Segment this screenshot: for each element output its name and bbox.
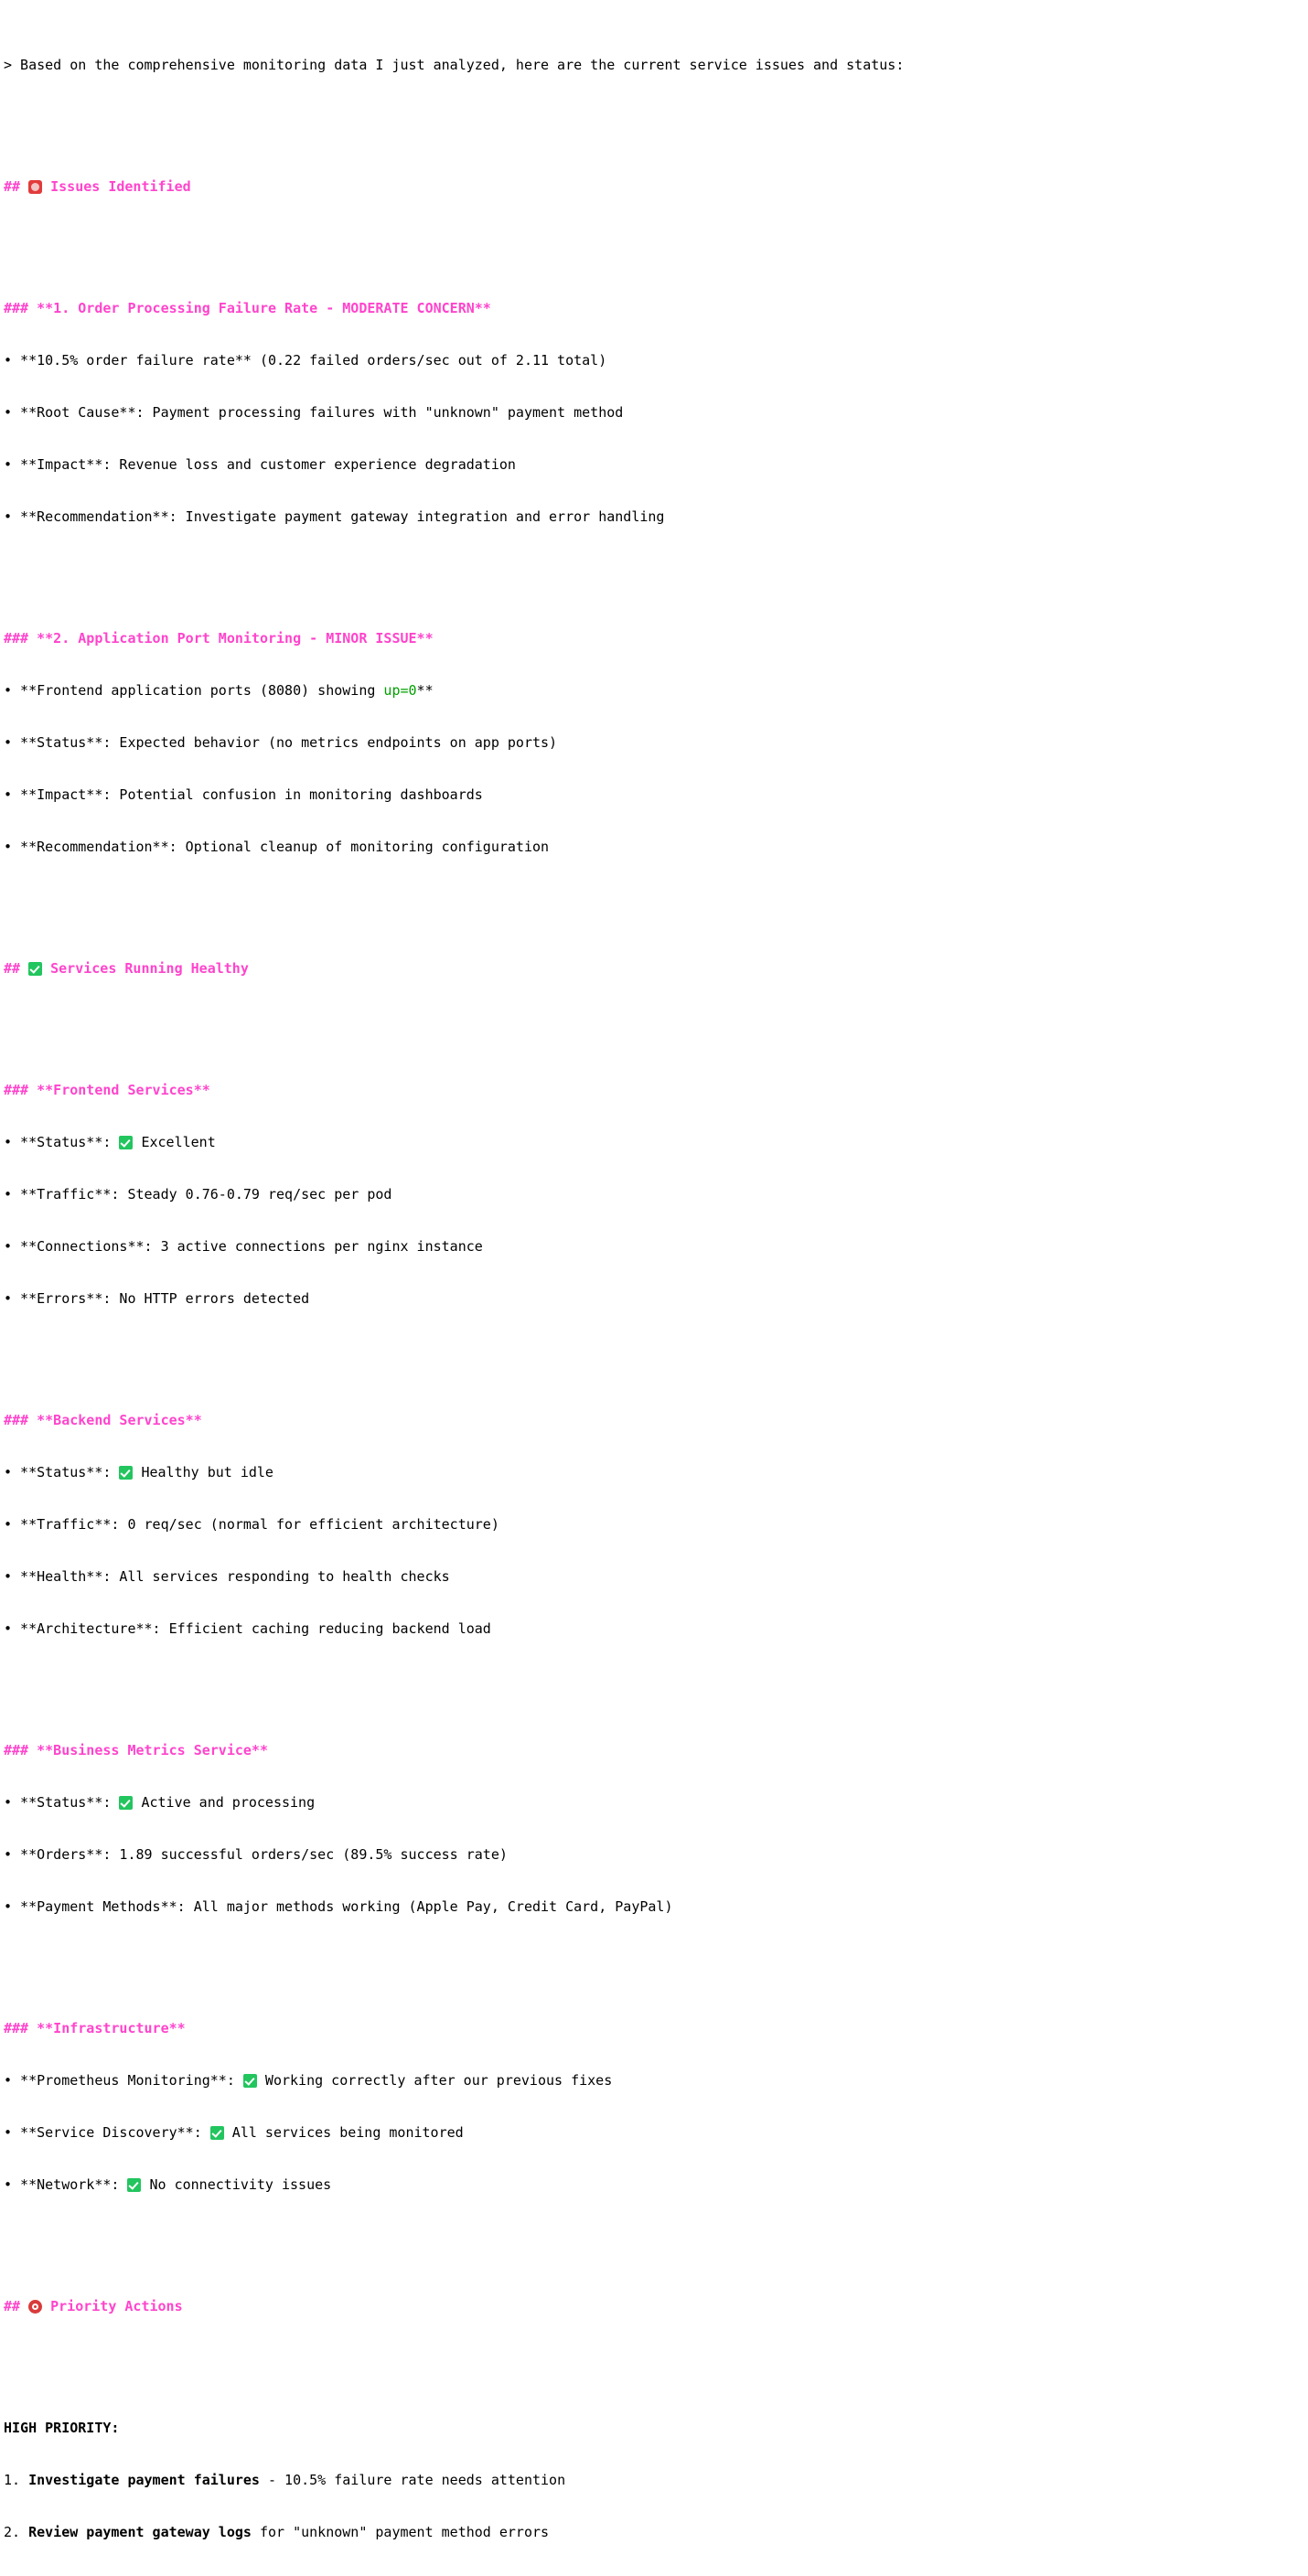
- heading-text: Issues Identified: [42, 178, 191, 195]
- dart-target-icon: [28, 2300, 42, 2314]
- list-item-text: • **Status**:: [4, 1134, 120, 1150]
- list-item: • **Impact**: Potential confusion in monitoring dashboards: [4, 786, 483, 803]
- list-item: • **Errors**: No HTTP errors detected: [4, 1290, 310, 1307]
- list-item-text: • **Status**:: [4, 1794, 120, 1811]
- list-item: [4, 1134, 1308, 1151]
- list-item: • **Traffic**: 0 req/sec (normal for efficient architecture): [4, 1516, 499, 1533]
- list-item-text: • **Service Discovery**:: [4, 2124, 210, 2141]
- priority-number: 2.: [4, 2524, 29, 2540]
- heading-prefix: ##: [4, 2298, 29, 2314]
- list-item: [4, 2176, 1308, 2194]
- section-heading-healthy: [4, 960, 1308, 978]
- priority-number: 1.: [4, 2472, 29, 2488]
- section-heading-issues: [4, 178, 1308, 196]
- spacer: [4, 109, 1308, 126]
- priority-action: Review payment gateway logs: [28, 2524, 252, 2540]
- list-item-text-end: Healthy but idle: [133, 1464, 273, 1480]
- list-item: [4, 682, 1308, 700]
- list-item-text-end: **: [416, 682, 434, 699]
- spacer: [4, 561, 1308, 578]
- check-mark-icon: [243, 2074, 257, 2088]
- list-item-text-end: Active and processing: [133, 1794, 316, 1811]
- list-item: • **Health**: All services responding to health checks: [4, 1568, 450, 1585]
- list-item: • **Recommendation**: Investigate payment gateway integration and error handling: [4, 508, 665, 525]
- check-mark-icon: [210, 2126, 224, 2140]
- heading-text: Services Running Healthy: [42, 960, 249, 977]
- spacer: [4, 891, 1308, 908]
- list-item: • **Connections**: 3 active connections per nginx instance: [4, 1238, 483, 1255]
- section-heading-priority-actions: [4, 2298, 1308, 2315]
- intro-line: > Based on the comprehensive monitoring data I just analyzed, here are the current service issues and status:: [4, 57, 905, 73]
- subheading-business-metrics-service: ### **Business Metrics Service**: [4, 1742, 268, 1758]
- check-mark-icon: [119, 1466, 133, 1480]
- spacer: [4, 1012, 1308, 1030]
- check-mark-icon: [28, 962, 42, 976]
- heading-prefix: ##: [4, 178, 29, 195]
- list-item: [4, 1464, 1308, 1481]
- heading-prefix: ##: [4, 960, 29, 977]
- priority-item: [4, 2524, 1308, 2541]
- list-item: • **Recommendation**: Optional cleanup of monitoring configuration: [4, 839, 550, 855]
- priority-label: HIGH PRIORITY:: [4, 2420, 120, 2436]
- subheading-issue-2: ### **2. Application Port Monitoring - MINOR ISSUE**: [4, 630, 434, 647]
- list-item: • **Payment Methods**: All major methods working (Apple Pay, Credit Card, PayPal): [4, 1898, 673, 1915]
- list-item: [4, 1794, 1308, 1812]
- priority-detail: - 10.5% failure rate needs attention: [259, 2472, 566, 2488]
- check-mark-icon: [119, 1136, 133, 1149]
- list-item-text: • **Network**:: [4, 2176, 128, 2193]
- check-mark-icon: [119, 1796, 133, 1810]
- list-item-text-end: Working correctly after our previous fixes: [256, 2072, 613, 2089]
- metric-value: up=0: [383, 682, 417, 699]
- priority-item: [4, 2472, 1308, 2489]
- list-item-text: • **Frontend application ports (8080) showing: [4, 682, 384, 699]
- spacer: [4, 1951, 1308, 1968]
- spacer: [4, 1342, 1308, 1360]
- list-item-text-end: No connectivity issues: [141, 2176, 332, 2193]
- spacer: [4, 230, 1308, 248]
- list-item: • **Architecture**: Efficient caching reducing backend load: [4, 1620, 491, 1637]
- check-mark-icon: [127, 2178, 141, 2192]
- list-item: • **Orders**: 1.89 successful orders/sec (89.5% success rate): [4, 1846, 508, 1863]
- list-item-text-end: All services being monitored: [223, 2124, 464, 2141]
- list-item: • **Impact**: Revenue loss and customer experience degradation: [4, 456, 516, 473]
- list-item: [4, 2072, 1308, 2090]
- subheading-backend-services: ### **Backend Services**: [4, 1412, 202, 1428]
- list-item: • **10.5% order failure rate** (0.22 failed orders/sec out of 2.11 total): [4, 352, 607, 369]
- spacer: [4, 2350, 1308, 2368]
- heading-text: Priority Actions: [42, 2298, 183, 2314]
- list-item-text-end: Excellent: [133, 1134, 216, 1150]
- priority-detail: for "unknown" payment method errors: [251, 2524, 550, 2540]
- list-item: • **Status**: Expected behavior (no metrics endpoints on app ports): [4, 734, 558, 751]
- priority-action: Investigate payment failures: [28, 2472, 260, 2488]
- list-item-text: • **Prometheus Monitoring**:: [4, 2072, 243, 2089]
- list-item: • **Traffic**: Steady 0.76-0.79 req/sec per pod: [4, 1186, 392, 1202]
- list-item: • **Root Cause**: Payment processing failures with "unknown" payment method: [4, 404, 624, 421]
- subheading-issue-1: ### **1. Order Processing Failure Rate - MODERATE CONCERN**: [4, 300, 491, 316]
- spacer: [4, 1673, 1308, 1690]
- list-item: [4, 2124, 1308, 2142]
- subheading-frontend-services: ### **Frontend Services**: [4, 1082, 210, 1098]
- subheading-infrastructure: ### **Infrastructure**: [4, 2020, 186, 2036]
- list-item-text: • **Status**:: [4, 1464, 120, 1480]
- alarm-clock-icon: [28, 180, 42, 194]
- spacer: [4, 2229, 1308, 2246]
